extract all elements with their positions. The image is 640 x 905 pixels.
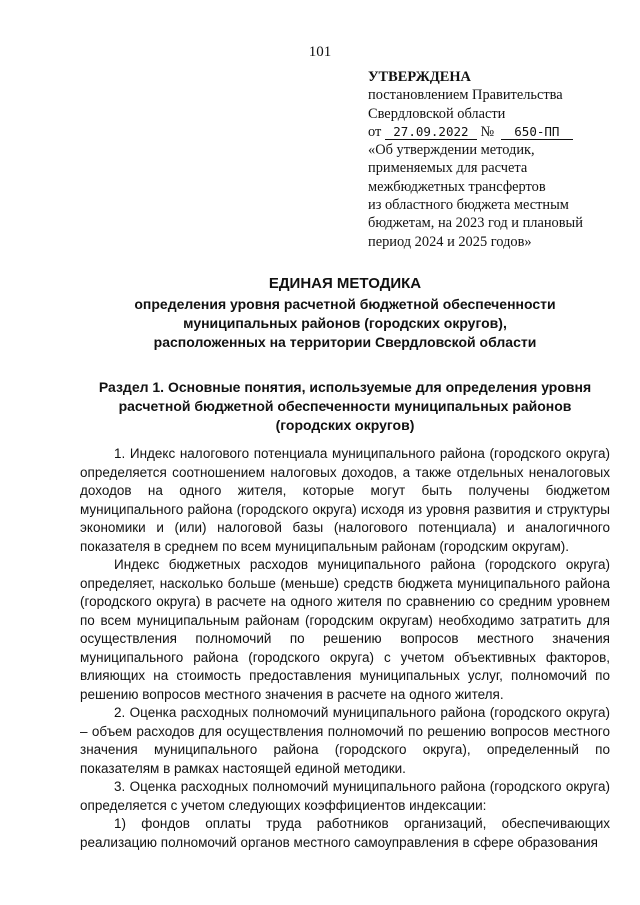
- paragraph: Индекс бюджетных расходов муниципального района (городского округа) определяет, насколько больше (меньше) средств бюджета муниципального района (городского округа) в расчете на одного жителя по сравнению со средним уровнем по всем муниципальным районам (городским округам) необходимо затратить для осуществления полномочий по решению вопросов местного значения муниципального района (городского округа) с учетом объективных факторов, влияющих на стоимость предоставления муниципальных услуг, полномочий по решению вопросов местного значения в расчете на одного жителя.: [80, 557, 610, 702]
- method-heading: [80, 274, 610, 352]
- paragraph: 1. Индекс налогового потенциала муниципального района (городского округа) определяется соотношением налоговых доходов, а также отдельных неналоговых доходов на одного жителя, которые могут быть получены бюджетом муниципального района (городского округа) исходя из уровня развития и структуры экономики и (или) налоговой базы (налогового потенциала) и аналогичного показателя в среднем по всем муниципальным районам (городским округам).: [80, 446, 610, 554]
- method-subtitle-line: муниципальных районов (городских округов),: [183, 315, 507, 331]
- method-title: ЕДИНАЯ МЕТОДИКА: [268, 275, 422, 292]
- page-number: 101: [308, 44, 332, 60]
- number-label: №: [480, 123, 495, 140]
- section-title-line: Раздел 1. Основные понятия, используемые для определения уровня: [98, 379, 592, 395]
- approval-subject-line: из областного бюджета местным: [368, 197, 569, 214]
- paragraph: 2. Оценка расходных полномочий муниципального района (городского округа) – объем расходов для осуществления полномочий по решению вопросов местного значения муниципального района (городского округа), определенный по показателям в рамках настоящей единой методики.: [80, 705, 610, 776]
- approval-number: 650-ПП: [501, 125, 573, 140]
- approval-subject-line: межбюджетных трансфертов: [368, 178, 546, 195]
- paragraph: 1) фондов оплаты труда работников организаций, обеспечивающих реализацию полномочий органов местного самоуправления в сфере образования: [80, 816, 610, 850]
- from-label: от: [368, 123, 382, 140]
- approval-date: 27.09.2022: [385, 125, 477, 140]
- paragraph: 3. Оценка расходных полномочий муниципального района (городского округа) определяется с учетом следующих коэффициентов индексации:: [80, 779, 610, 813]
- method-subtitle-line: расположенных на территории Свердловской области: [153, 334, 537, 350]
- method-subtitle-line: определения уровня расчетной бюджетной обеспеченности: [134, 296, 556, 312]
- approval-subject-line: применяемых для расчета: [368, 160, 528, 177]
- approval-title: УТВЕРЖДЕНА: [368, 69, 471, 85]
- approval-line-1: постановлением Правительства: [368, 87, 563, 104]
- approval-subject-line: «Об утверждении методик,: [368, 142, 535, 159]
- section-title-line: расчетной бюджетной обеспеченности муниципальных районов: [118, 398, 572, 414]
- section-1-heading: [80, 378, 610, 435]
- section-title-line: (городских округов): [275, 417, 415, 433]
- approval-line-2: Свердловской области: [368, 105, 506, 122]
- approval-subject-line: период 2024 и 2025 годов»: [368, 233, 532, 250]
- approval-block: [368, 68, 604, 251]
- approval-subject-line: бюджетам, на 2023 год и плановый: [368, 215, 583, 232]
- body-text: [80, 445, 610, 852]
- approval-date-number-line: [368, 123, 604, 141]
